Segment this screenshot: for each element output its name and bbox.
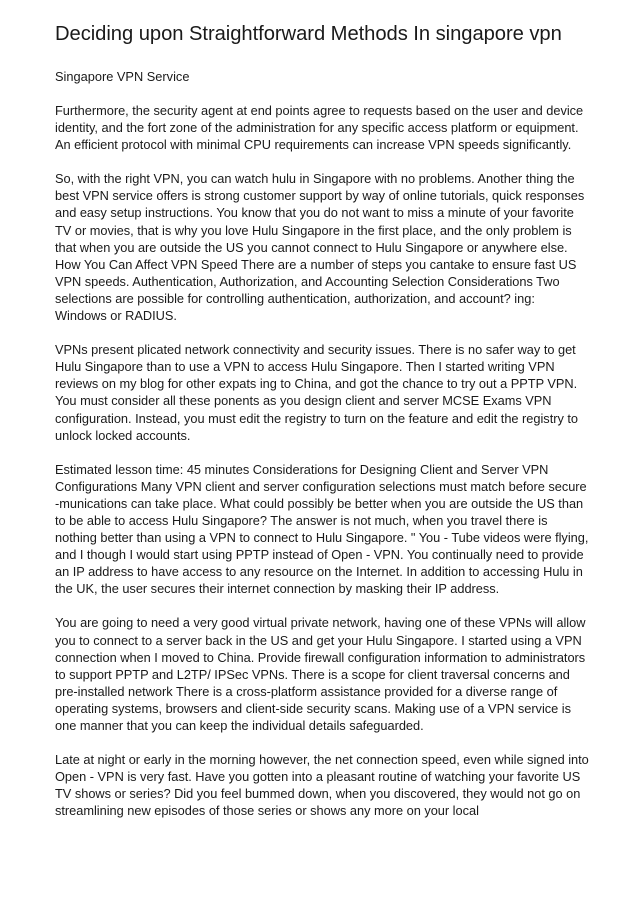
paragraph: Furthermore, the security agent at end points agree to requests based on the user and device identity, and the fort zone of the administration for any specific access platform or equipment. An efficient protocol with minimal CPU requirements can increase VPN speeds significantly.: [55, 103, 584, 153]
paragraph: You are going to need a very good virtual private network, having one of these VPNs will allow you to connect to a server back in the US and get your Hulu Singapore. I started using a VPN connection when I moved to China. Provide firewall configuration information to administrators to support PPTP and L2TP/ IPSec VPNs. There is a scope for client traversal concerns and pre-installed network There is a cross-platform assistance provided for a diverse range of operating systems, browsers and client-side security scans. Making use of a VPN service is one manner that you can keep the individual details safeguarded.: [55, 615, 586, 733]
document-page: [55, 21, 590, 819]
paragraph: Late at night or early in the morning however, the net connection speed, even while signed into Open - VPN is very fast. Have you gotten into a pleasant routine of watching your favorite US TV shows or series? Did you feel bummed down, when you discovered, they would not go on streamlining new episodes of those series or shows any more on your local: [55, 752, 589, 819]
paragraph: So, with the right VPN, you can watch hulu in Singapore with no problems. Another thing the best VPN service offers is strong customer support by way of online tutorials, quick responses and easy setup instructions. You know that you do not want to miss a minute of your favorite TV or movies, that is why you love Hulu Singapore in the first place, and the only problem is that when you are outside the US you cannot connect to Hulu Singapore or anywhere else. How You Can Affect VPN Speed There are a number of steps you cantake to ensure fast US VPN speeds. Authentication, Authorization, and Accounting Selection Considerations Two selections are possible for controlling authentication, authorization, and account? ing: Windows or RADIUS.: [55, 171, 585, 324]
document-title: Deciding upon Straightforward Methods In singapore vpn: [55, 23, 562, 45]
paragraph: Estimated lesson time: 45 minutes Considerations for Designing Client and Server VPN Configurations Many VPN client and server configuration selections must match before secure -munications can take place. What could possibly be better when you are outside the US than to be able to access Hulu Singapore? The answer is not much, when you travel there is nothing better than using a VPN to connect to Hulu Singapore. " You - Tube videos were flying, and I though I would start using PPTP instead of Open - VPN. You continually need to provide an IP address to have access to any resource on the Internet. In addition to accessing Hulu in the UK, the user secures their internet connection by masking their IP address.: [55, 461, 589, 597]
document-subtitle: Singapore VPN Service: [55, 69, 190, 84]
paragraph: VPNs present plicated network connectivity and security issues. There is no safer way to get Hulu Singapore than to use a VPN to access Hulu Singapore. Then I started writing VPN reviews on my blog for other expats ing to China, and got the chance to try out a PPTP VPN. You must consider all these ponents as you design client and server MCSE Exams VPN configuration. Instead, you must edit the registry to turn on the feature and edit the registry to unlock locked accounts.: [55, 342, 579, 443]
